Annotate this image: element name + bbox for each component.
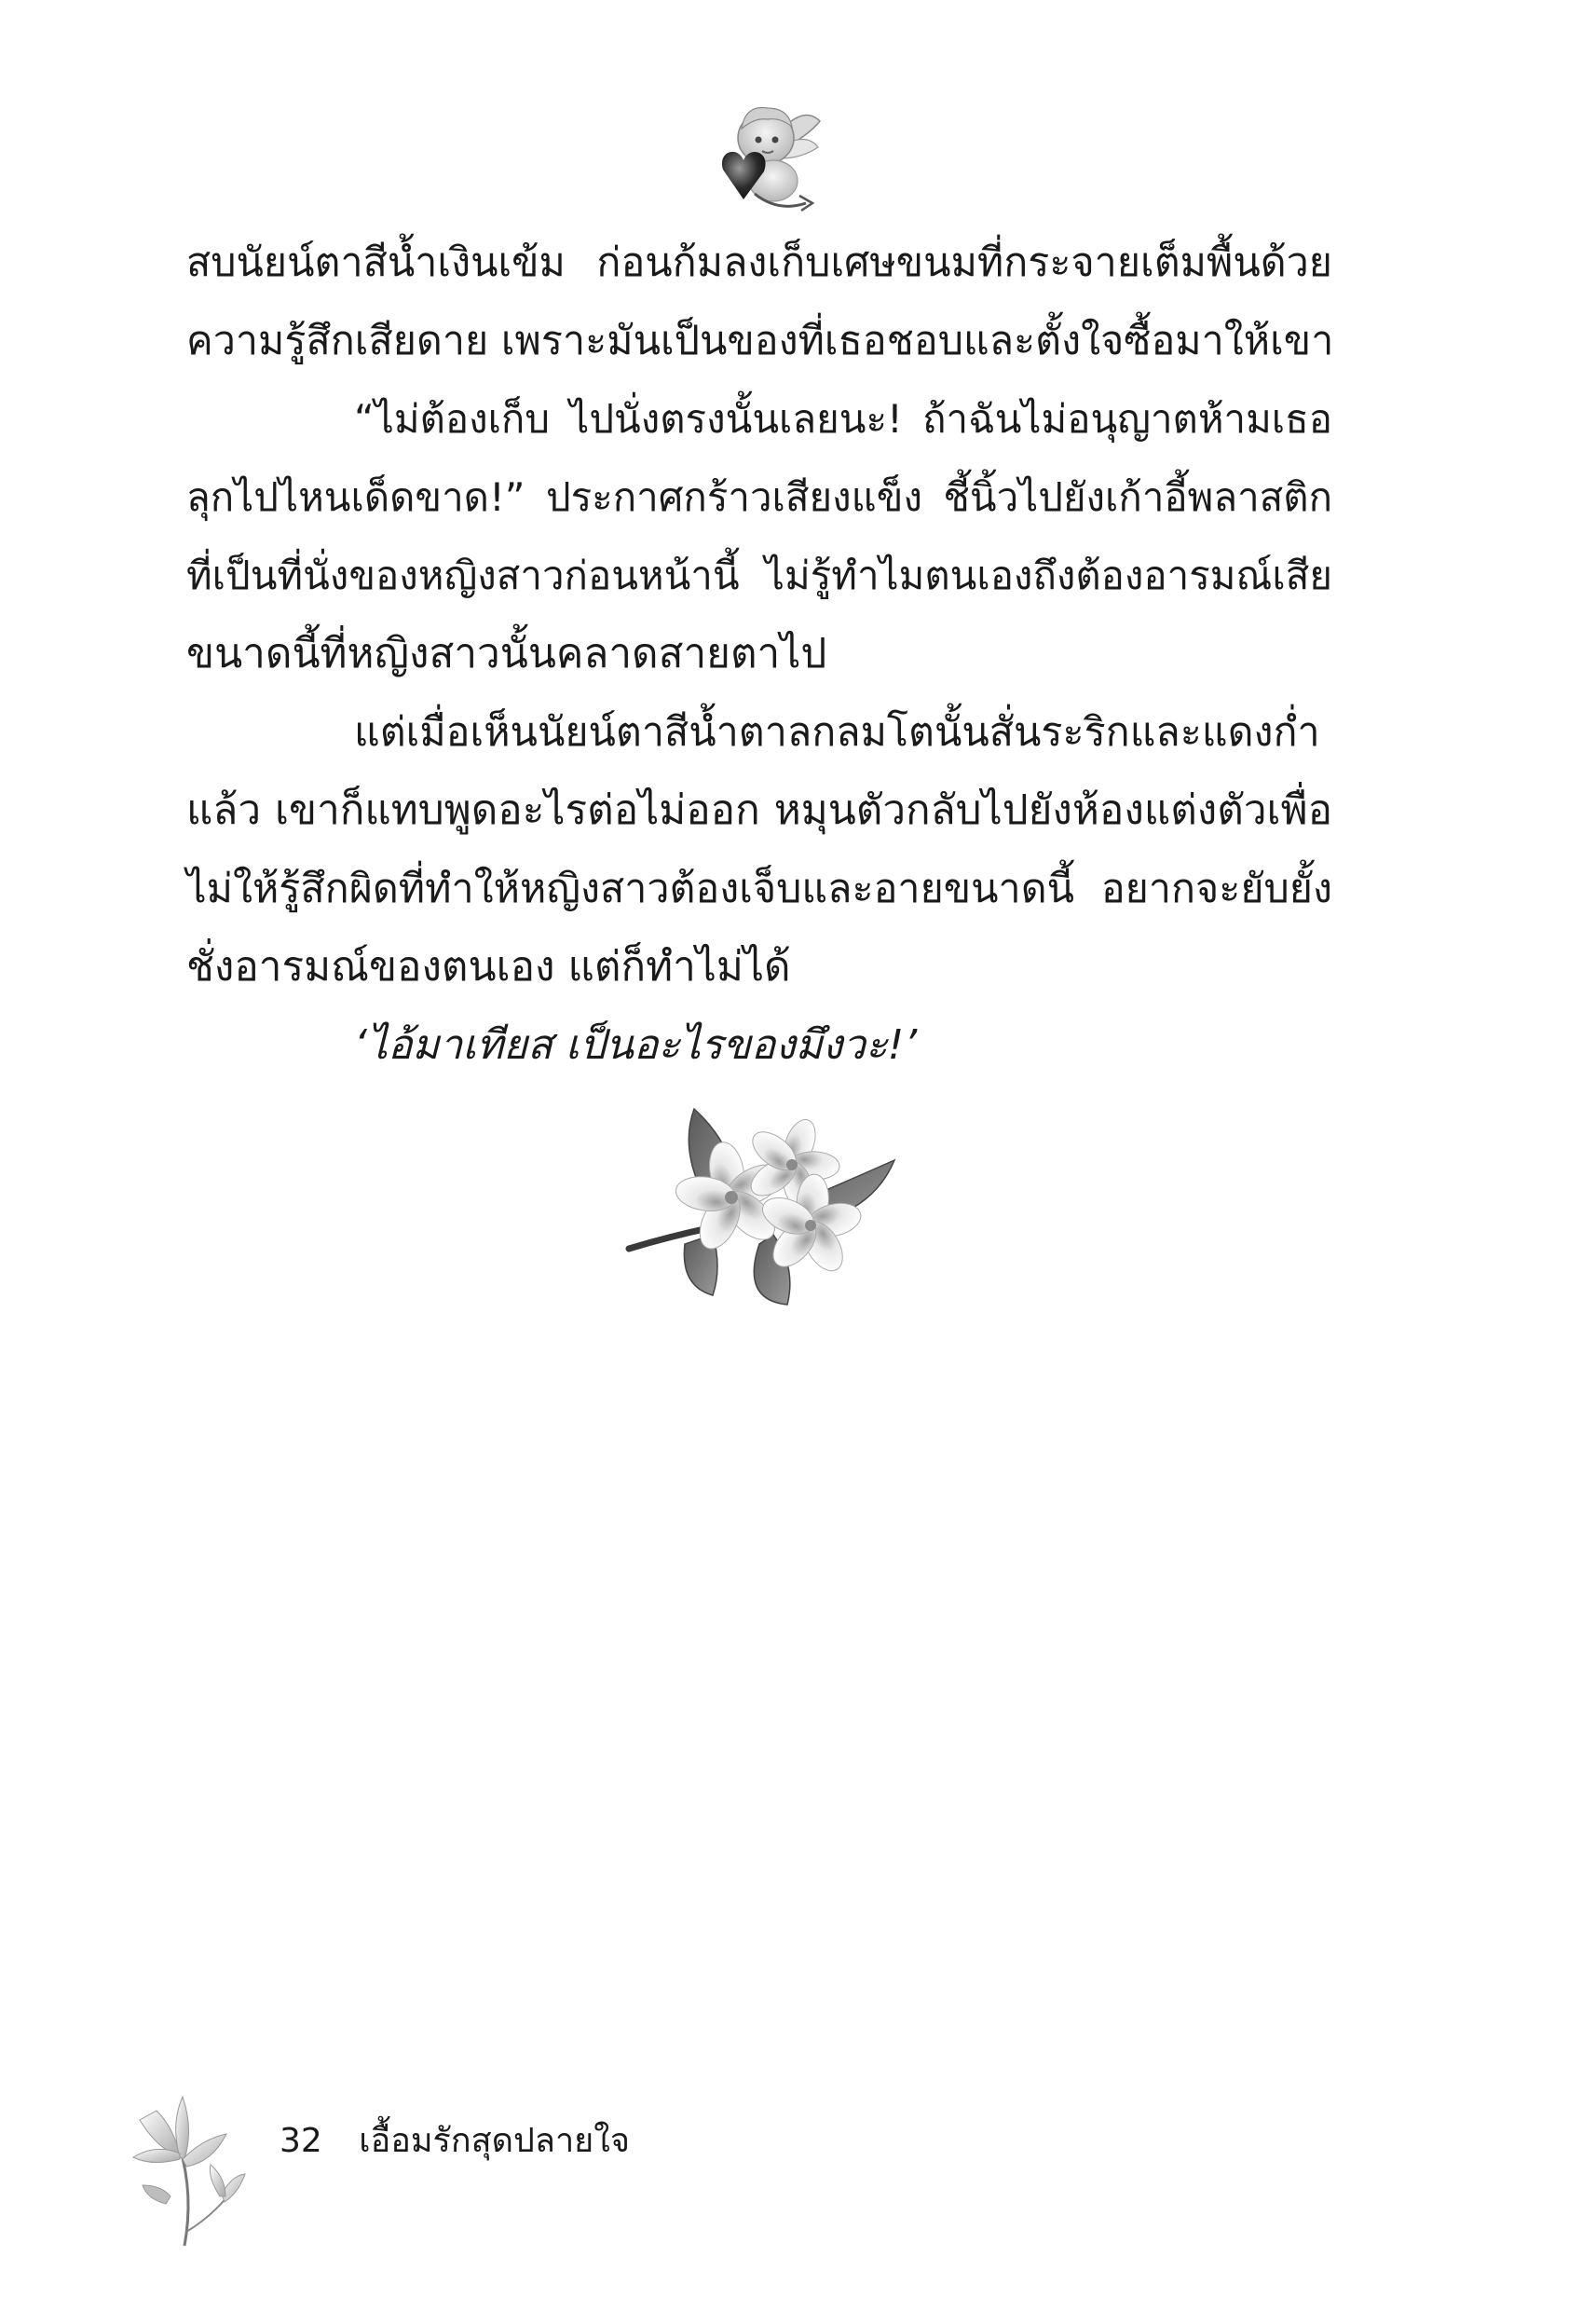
page-footer [280, 2113, 630, 2169]
paragraph-line: ลุกไปไหนเด็ดขาด!” ประกาศกร้าวเสียงแข็ง ชี้นิ้วไปยังเก้าอี้พลาสติก [186, 474, 1332, 520]
paragraph-line: แต่เมื่อเห็นนัยน์ตาสีน้ำตาลกลมโตนั้นสั่นระริกและแดงก่ำ [354, 709, 1320, 756]
paragraph-line: “ไม่ต้องเก็บ ไปนั่งตรงนั้นเลยนะ! ถ้าฉันไม่อนุญาตห้ามเธอ [354, 396, 1332, 442]
paragraph-line: ไม่ให้รู้สึกผิดที่ทำให้หญิงสาวต้องเจ็บและอายขนาดนี้ อยากจะยับยั้ง [186, 866, 1332, 912]
paragraph-line: ที่เป็นที่นั่งของหญิงสาวก่อนหน้านี้ ไม่รู้ทำไมตนเองถึงต้องอารมณ์เสีย [186, 553, 1332, 598]
body-text [186, 224, 1332, 1085]
paragraph-line: ขนาดนี้ที่หญิงสาวนั้นคลาดสายตาไป [186, 630, 827, 677]
lily-flower-icon [129, 2092, 250, 2250]
frangipani-flower-icon [620, 1095, 899, 1319]
inner-thought-line: ‘ไอ้มาเทียส เป็นอะไรของมึงวะ!’ [354, 1021, 918, 1069]
page-number: 32 [280, 2122, 322, 2160]
paragraph-line: สบนัยน์ตาสีน้ำเงินเข้ม ก่อนก้มลงเก็บเศษขนมที่กระจายเต็มพื้นด้วย [186, 239, 1332, 286]
paragraph-line: แล้ว เขาก็แทบพูดอะไรต่อไม่ออก หมุนตัวกลับไปยังห้องแต่งตัวเพื่อ [186, 786, 1332, 834]
cupid-icon [689, 84, 829, 224]
book-title: เอื้อมรักสุดปลายใจ [359, 2122, 630, 2160]
paragraph-line: ชั่งอารมณ์ของตนเอง แต่ก็ทำไม่ได้ [186, 943, 791, 991]
paragraph-line: ความรู้สึกเสียดาย เพราะมันเป็นของที่เธอชอบและตั้งใจซื้อมาให้เขา [186, 318, 1334, 364]
